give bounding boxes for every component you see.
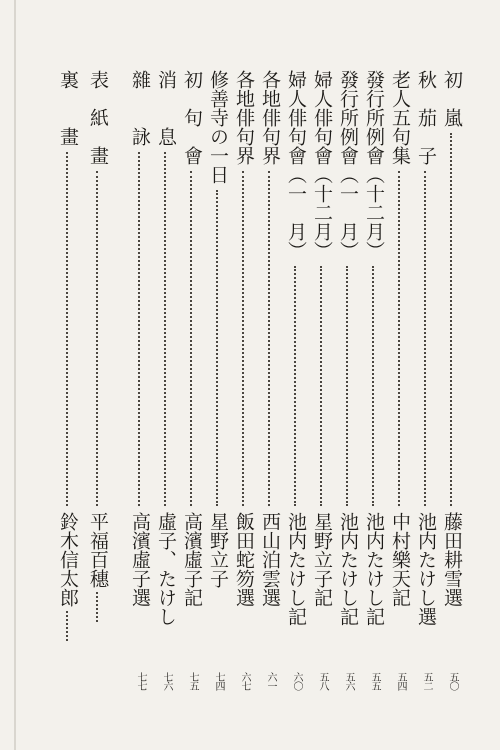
entry-page: 五四 bbox=[395, 672, 406, 690]
entry-title: 婦人俳句會（一 月） bbox=[285, 70, 307, 260]
entry-author: 平福百穗 bbox=[87, 512, 109, 588]
entry-author: 虛子、たけし bbox=[155, 512, 177, 626]
dot-leader bbox=[398, 171, 400, 506]
trailing-dot-leader bbox=[66, 611, 68, 641]
toc-entry[interactable] bbox=[229, 0, 259, 750]
entry-title: 老人五句集 bbox=[389, 70, 411, 165]
entry-author: 星野立子記 bbox=[311, 512, 333, 607]
entry-title: 消 息 bbox=[155, 70, 177, 146]
entry-author: 中村樂天記 bbox=[389, 512, 411, 607]
entry-page: 七五 bbox=[187, 672, 198, 690]
toc-entry[interactable] bbox=[83, 0, 113, 750]
dot-leader bbox=[294, 266, 296, 506]
entry-author: 鈴木信太郎 bbox=[57, 512, 79, 607]
entry-author: 池内たけし記 bbox=[285, 512, 307, 626]
toc-entry[interactable] bbox=[177, 0, 207, 750]
entry-title: 表 紙 畫 bbox=[87, 70, 109, 165]
toc-entry[interactable] bbox=[437, 0, 467, 750]
entry-title: 裏 畫 bbox=[57, 70, 79, 146]
entry-page: 六七 bbox=[239, 672, 250, 690]
dot-leader bbox=[268, 171, 270, 506]
entry-author: 高濱虛子記 bbox=[181, 512, 203, 607]
entry-page: 七四 bbox=[213, 672, 224, 690]
dot-leader bbox=[96, 171, 98, 506]
entry-author: 高濱虛子選 bbox=[129, 512, 151, 607]
toc-entry[interactable] bbox=[53, 0, 83, 750]
toc-entry[interactable] bbox=[385, 0, 415, 750]
entry-title: 初 嵐 bbox=[441, 70, 463, 127]
toc-entry[interactable] bbox=[411, 0, 441, 750]
entry-page: 七七 bbox=[135, 672, 146, 690]
toc-entry[interactable] bbox=[255, 0, 285, 750]
entry-title: 修善寺の一日 bbox=[207, 70, 229, 184]
dot-leader bbox=[346, 266, 348, 506]
dot-leader bbox=[450, 133, 452, 506]
dot-leader bbox=[320, 266, 322, 506]
dot-leader bbox=[190, 171, 192, 506]
entry-page: 六〇 bbox=[291, 672, 302, 690]
dot-leader bbox=[138, 152, 140, 506]
entry-title: 各地俳句界 bbox=[259, 70, 281, 165]
toc-entry[interactable] bbox=[151, 0, 181, 750]
dot-leader bbox=[216, 190, 218, 506]
entry-page: 五〇 bbox=[447, 672, 458, 690]
toc-entry[interactable] bbox=[307, 0, 337, 750]
dot-leader bbox=[424, 171, 426, 506]
entry-author: 池内たけし記 bbox=[337, 512, 359, 626]
trailing-dot-leader bbox=[96, 592, 98, 622]
entry-page: 七六 bbox=[161, 672, 172, 690]
entry-title: 秋 茄 子 bbox=[415, 70, 437, 165]
entry-page: 六一 bbox=[265, 672, 276, 690]
entry-author: 西山泊雲選 bbox=[259, 512, 281, 607]
entry-page: 五五 bbox=[369, 672, 380, 690]
entry-title: 雜 詠 bbox=[129, 70, 151, 146]
toc-entry[interactable] bbox=[359, 0, 389, 750]
toc-entry[interactable] bbox=[203, 0, 233, 750]
entry-title: 初 句 會 bbox=[181, 70, 203, 165]
entry-title: 婦人俳句會（十二月） bbox=[311, 70, 333, 260]
toc-entry[interactable] bbox=[125, 0, 155, 750]
entry-author: 池内たけし記 bbox=[363, 512, 385, 626]
entry-author: 星野立子 bbox=[207, 512, 229, 588]
entry-author: 飯田蛇笏選 bbox=[233, 512, 255, 607]
entry-title: 發行所例會（十二月） bbox=[363, 70, 385, 260]
dot-leader bbox=[164, 152, 166, 506]
entry-title: 發行所例會（一 月） bbox=[337, 70, 359, 260]
dot-leader bbox=[242, 171, 244, 506]
toc-entry[interactable] bbox=[281, 0, 311, 750]
dot-leader bbox=[372, 266, 374, 506]
dot-leader bbox=[66, 152, 68, 506]
entry-page: 五二 bbox=[421, 672, 432, 690]
entry-title: 各地俳句界 bbox=[233, 70, 255, 165]
entry-page: 五八 bbox=[317, 672, 328, 690]
entry-author: 池内たけし選 bbox=[415, 512, 437, 626]
entry-author: 藤田耕雪選 bbox=[441, 512, 463, 607]
entry-page: 五六 bbox=[343, 672, 354, 690]
toc-entry[interactable] bbox=[333, 0, 363, 750]
